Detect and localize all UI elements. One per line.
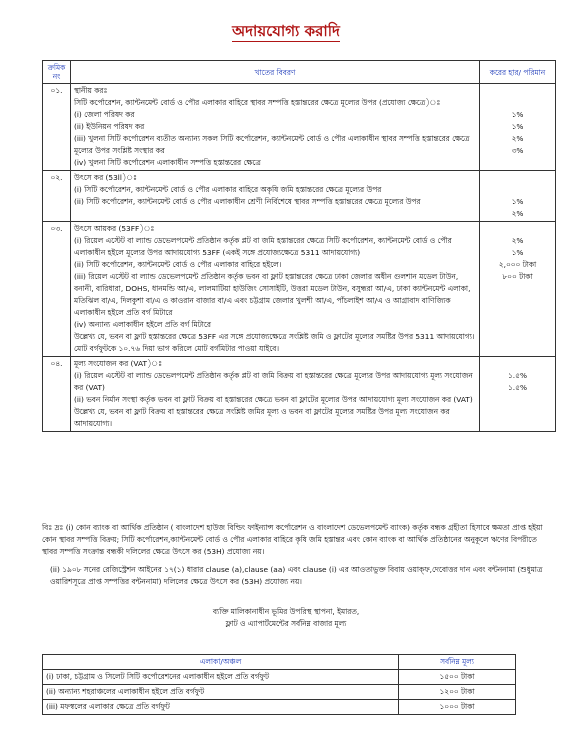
description-line: মূল্য সংযোজন কর (VAT)ঃ [74,359,163,368]
row-description [71,171,480,222]
rate-value [483,283,552,295]
row-rates [480,357,556,432]
header-serial: ক্রমিক নং [43,61,71,84]
rate-value: ১.৫% [508,371,527,380]
rate-value [483,358,552,370]
rate-value: ৩% [511,146,524,155]
rate-value: ১.৫% [508,383,527,392]
header-area: এলাকা/অঞ্চল [43,655,399,670]
description-line: উল্লেখ্য যে, ভবন বা ফ্লাট বিক্রয় বা হস্তান্তরের ক্ষেত্রে সংশ্লিষ্ট জমির মূল্য ও ভবন বা ফ্লাটের মূল্যের সমষ্টির উপর মূল্য সংযোজন কর আদায়যোগ্য। [74,407,450,428]
description-line: (ii) সিটি কর্পোরেশন, ক্যান্টনমেন্ট বোর্ড ও পৌর এলাকাধীন শ্রেণী নির্বিশেষে স্থাবর সম্পত্তি হস্তান্তরের ক্ষেত্রে মূল্যের উপর [74,197,421,206]
notes-section [42,522,552,588]
description-line: (i) জেলা পরিষদ কর [74,110,135,119]
table-row [43,171,556,222]
table-row [43,700,516,715]
subtitle-line-1: ব্যক্তি মালিকানাধীন ভূমির উপরিস্থ স্থাপনা, ইমারত, [212,607,360,616]
description-line: (iii) রিয়েল এস্টেট বা ল্যান্ড ডেভেলপমেন্ট প্রতিষ্ঠান কর্তৃক ভবন বা ফ্লাট হস্তান্তরের ক্ষেত্রে ঢাকা জেলার অধীন গুলশান মডেল টাউন, বনানী, বারিধারা, DOHS, ধানমন্ডি আ/এ, লালমাটিয়া হাউজিং সোসাইটি, উত্তরা মডেল টাউন, বসুন্ধরা আ/এ, ঢাকা ক্যান্টনমেন্ট এলাকা, মতিঝিল বা/এ, দিলকুশা বা/এ ও কাওরান বাজার বা/এ এবং চট্টগ্রাম জেলার খুলশী আ/এ, পাঁচলাইশ আ/এ ও আগ্রাবাদ বাণিজ্যিক এলাকাধীন হইলে প্রতি বর্গ মিটারে [74,272,471,317]
min-price-body [43,670,516,715]
price-cell: ১৫০০ টাকা [399,670,516,685]
rate-value [483,97,552,109]
description-line: (iii) খুলনা সিটি কর্পোরেশন ব্যতীত অন্যান্য সকল সিটি কর্পোরেশন, ক্যান্টনমেন্ট বোর্ড ও পৌর এলাকাধীন স্থাবর সম্পত্তি হস্তান্তরের ক্ষেত্রে মূল্যের উপর সংশ্লিষ্ট সংস্থার কর [74,134,470,155]
row-description [71,84,480,171]
rate-value: ১% [511,197,524,206]
description-line: (ii) সিটি কর্পোরেশন, ক্যান্টনমেন্ট বোর্ড ও পৌর এলাকার বাহিরে হইলে। [74,260,282,269]
area-cell: (ii) অন্যান্য শহরাঞ্চলের এলাকাধীন হইলে প্রতি বর্গফুট [43,685,399,700]
rate-value [483,394,552,406]
header-rate: করের হার/ পরিমান [480,61,556,84]
description-line: (i) রিয়েল এস্টেট বা ল্যান্ড ডেভেলপমেন্ট প্রতিষ্ঠান কর্তৃক প্লট বা জমি হস্তান্তরের ক্ষেত্রে সিটি কর্পোরেশন, ক্যান্টনমেন্ট বোর্ড ও পৌর এলাকাধীন হইলে মূল্যের উপর আদায়যোগ্য 53FF (একই সঙ্গে প্রযোজ্যক্ষেত্রে 5311 আদায়যোগ্য) [74,236,452,257]
area-cell: (iii) মফস্বলের এলাকার ক্ষেত্রে প্রতি বর্গফুট [43,700,399,715]
rate-value: ২% [511,236,524,245]
rate-value [483,223,552,235]
description-line: (ii) ইউনিয়ন পরিষদ কর [74,122,145,131]
description-line: (i) সিটি কর্পোরেশন, ক্যান্টনমেন্ট বোর্ড ও পৌর এলাকার বাহিরে অকৃষি জমি হস্তান্তরের ক্ষেত্রে মূল্যের উপর [74,185,382,194]
description-line: (i) রিয়েল এস্টেট বা ল্যান্ড ডেভেলপমেন্ট প্রতিষ্ঠান কর্তৃক প্লট বা জমি বিক্রয় বা হস্তান্তরের ক্ষেত্রে মূল্যের উপর আদায়যোগ্য মূল্য সংযোজন কর (VAT) [74,371,473,392]
rate-value: ১% [511,122,524,131]
description-line: (iv) অন্যান্য এলাকাধীন হইলে প্রতি বর্গ মিটারে [74,320,211,329]
title-text: অদায়যোগ্য করাদি [232,22,340,40]
rate-value [483,295,552,307]
price-cell: ১২০০ টাকা [399,685,516,700]
note-1: বিঃ দ্রঃ (i) কোন ব্যাংক বা আর্থিক প্রতিষ্ঠান ( বাংলাদেশ হাউজ বিল্ডিং ফাইন্যান্স কর্পোরেশন ও বাংলাদেশ ডেভেলপমেন্ট ব্যাংক) কর্তৃক বন্ধক গ্রহীতা হিসাবে ক্ষমতা প্রাপ্ত হইয়া কোন স্থাবর সম্পত্তি বিক্রয়; সিটি কর্পোরেশন,ক্যান্টনমেন্ট বোর্ড ও পৌর এলাকার বাহিরে কৃষি জমি হস্তান্তর এবং কোন ব্যাংক বা আর্থিক প্রতিষ্ঠানের অনুকূলে ঋণের বিপরীতে স্থাবর সম্পত্তি সংক্রান্ত বন্ধকী দলিলের ক্ষেত্রে উৎসে কর (53H) প্রযোজ্য নয়। [42,523,543,556]
tax-table-header [43,61,556,84]
description-line: (ii) ভবন নির্মান সংস্থা কর্তৃক ভবন বা ফ্লাট বিক্রয় বা হস্তান্তরের ক্ষেত্রে ভবন বা ফ্লাটের মূল্যের উপর আদায়যোগ্য মূল্য সংযোজন কর (VAT) [74,395,473,404]
description-line: উৎসে আয়কর (53FF)ঃ [74,224,155,233]
table-row [43,670,516,685]
description-line: স্থানীয় করঃ [74,86,108,95]
rate-value: ২,০০০ টাকা [498,260,537,269]
row-rates [480,171,556,222]
note-2: (ii) ১৯০৮ সনের রেজিস্ট্রেশন আইনের ১৭(১) ধারার clause (a),clause (aa) এবং clause (i) এর আওতাভুক্ত বিবায় ওয়াক্ফ,দেবোত্তর দান এবং বন্টননামা (শুধুমাত্র ওয়ারিশসূত্রে প্রাপ্ত সম্পত্তির বন্টননামা) দলিলের ক্ষেত্রে উৎসে কর (53H) প্রযোজ্য নয়। [50,565,543,586]
description-line: উৎসে কর (53ll)ঃ [74,173,137,182]
tax-table-body [43,84,556,432]
area-cell: (i) ঢাকা, চট্টগ্রাম ও সিলেট সিটি কর্পোরেশনের এলাকাধীন হইলে প্রতি বর্গফুট [43,670,399,685]
row-serial: ০৩. [43,222,71,357]
price-cell: ১০০০ টাকা [399,700,516,715]
row-description [71,222,480,357]
table-row [43,357,556,432]
rate-value: ১% [511,248,524,257]
header-description: খাতের বিবরণ [71,61,480,84]
rate-value: ২% [511,209,524,218]
page-title [0,20,572,45]
rate-value [483,172,552,184]
header-min-price: সর্বনিম্ন মূল্য [399,655,516,670]
row-rates [480,84,556,171]
rate-value: ৮০০ টাকা [502,272,533,281]
min-price-header [43,655,516,670]
description-line: সিটি কর্পোরেশন, ক্যান্টনমেন্ট বোর্ড ও পৌর এলাকার বাহিরে স্থাবর সম্পত্তি হস্তান্তরের ক্ষেত্রে মূল্যের উপর (প্রযোজ্য ক্ষেত্রে)ঃ [74,98,441,107]
rate-value [483,184,552,196]
description-line: মোট বর্গফুটকে ১০.৭৬ দিয়া ভাগ করিলে মোট বর্গমিটার পাওয়া যাইবে। [74,344,280,353]
table-row [43,84,556,171]
rate-value [483,85,552,97]
subtitle-line-2: ফ্লাট ও এ্যাপার্টমেন্টের সর্বনিম্ন বাজার মূল্য [225,619,347,628]
rate-value: ২% [511,134,524,143]
row-serial: ০১. [43,84,71,171]
description-line: উল্লেখ্য যে, ভবন বা ফ্লাট হস্তান্তরের ক্ষেত্রে 53FF এর সঙ্গে প্রযোজ্যক্ষেত্রে সংশ্লিষ্ট জমি ও ফ্লাটের মূল্যের সমষ্টির উপর 5311 আদায়যোগ্য। [74,332,475,341]
description-line: (iv) খুলনা সিটি কর্পোরেশন এলাকাধীন সম্পত্তি হস্তান্তরের ক্ষেত্রে [74,158,261,167]
table-row [43,685,516,700]
rate-value: ১% [511,110,524,119]
row-serial: ০২. [43,171,71,222]
row-rates [480,222,556,357]
tax-table [42,60,556,432]
min-price-table [42,654,516,715]
table-row [43,222,556,357]
row-description [71,357,480,432]
row-serial: ০৪. [43,357,71,432]
subtitle [0,606,572,630]
